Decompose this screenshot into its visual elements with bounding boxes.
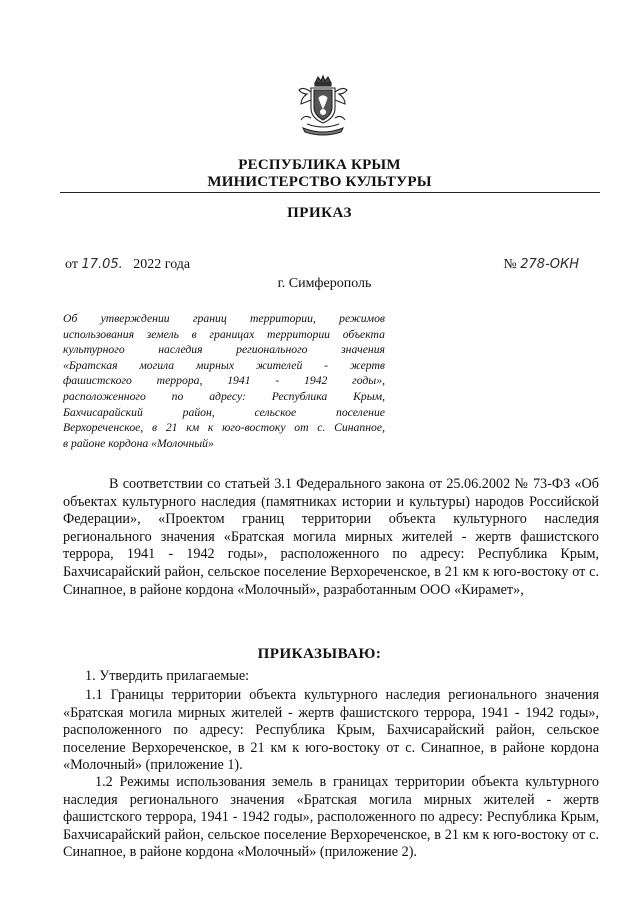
date-year: 2022 года [133,257,191,272]
number-prefix: № [503,257,517,272]
date-handwritten: 17.05. [81,257,123,272]
subject-line: Об утверждении границ территории, режимов [63,312,385,325]
subject-line: «Братская могила мирных жителей - жертв [63,358,385,372]
number-handwritten: 278-ОКН [520,257,579,272]
subject-line: Верхореченское, в 21 км к юго-востоку от с. Синапное, [63,421,385,435]
order-item-1-1: 1.1 Границы территории объекта культурного наследия регионального значения «Братская могила мирных жителей - жертв фашистского террора, 1941 - 1942 годы», расположенного по адресу: Республика Крым, Бахчисарайский район, сельское поселение Верхореченское, в 21 км к юго-востоку от с. Синапное, в районе кордона «Молочный» (приложение 1). [63,687,599,774]
coat-of-arms-icon [295,74,351,140]
subject-line: культурного наследия регионального значения [63,343,385,357]
order-date [65,257,190,273]
order-subject [63,311,385,451]
document-type-title: ПРИКАЗ [287,205,352,221]
order-item-1: 1. Утвердить прилагаемые: [85,668,250,684]
subject-line: Бахчисарайский район, сельское поселение [63,405,385,419]
republic-name: РЕСПУБЛИКА КРЫМ [238,157,401,173]
order-heading: ПРИКАЗЫВАЮ: [257,646,382,662]
preamble-paragraph: В соответствии со статьей 3.1 Федерального закона от 25.06.2002 № 73-ФЗ «Об объектах культурного наследия (памятниках истории и культуры) народов Российской Федерации», «Проектом границ территории объекта культурного наследия регионального значения «Братская могила мирных жителей - жертв фашистского террора, 1941 - 1942 годы», расположенного по адресу: Республика Крым, Бахчисарайский район, сельское поселение Верхореченское, в 21 км к юго-востоку от с. Синапное, в районе кордона «Молочный», разработанным ООО «Кирамет», [63,476,599,598]
subject-line: расположенного по адресу: Республика Крым, [63,389,385,403]
order-item-1-2: 1.2 Режимы использования земель в границах территории объекта культурного наследия регионального значения «Братская могила мирных жителей - жертв фашистского террора, 1941 - 1942 годы», расположенного по адресу: Республика Крым, Бахчисарайский район, сельское поселение Верхореченское, в 21 км к юго-востоку от с. Синапное, в районе кордона «Молочный» (приложение 2). [63,774,599,861]
date-prefix: от [65,257,78,272]
city: г. Симферополь [277,276,372,291]
subject-line: фашистского террора, 1941 - 1942 годы», [63,374,385,388]
order-number [503,257,579,273]
ministry-name: МИНИСТЕРСТВО КУЛЬТУРЫ [207,174,432,190]
subject-line: в районе кордона «Молочный» [63,436,214,450]
subject-line: использования земель в границах территории объекта [63,327,385,341]
header-divider [60,192,600,193]
